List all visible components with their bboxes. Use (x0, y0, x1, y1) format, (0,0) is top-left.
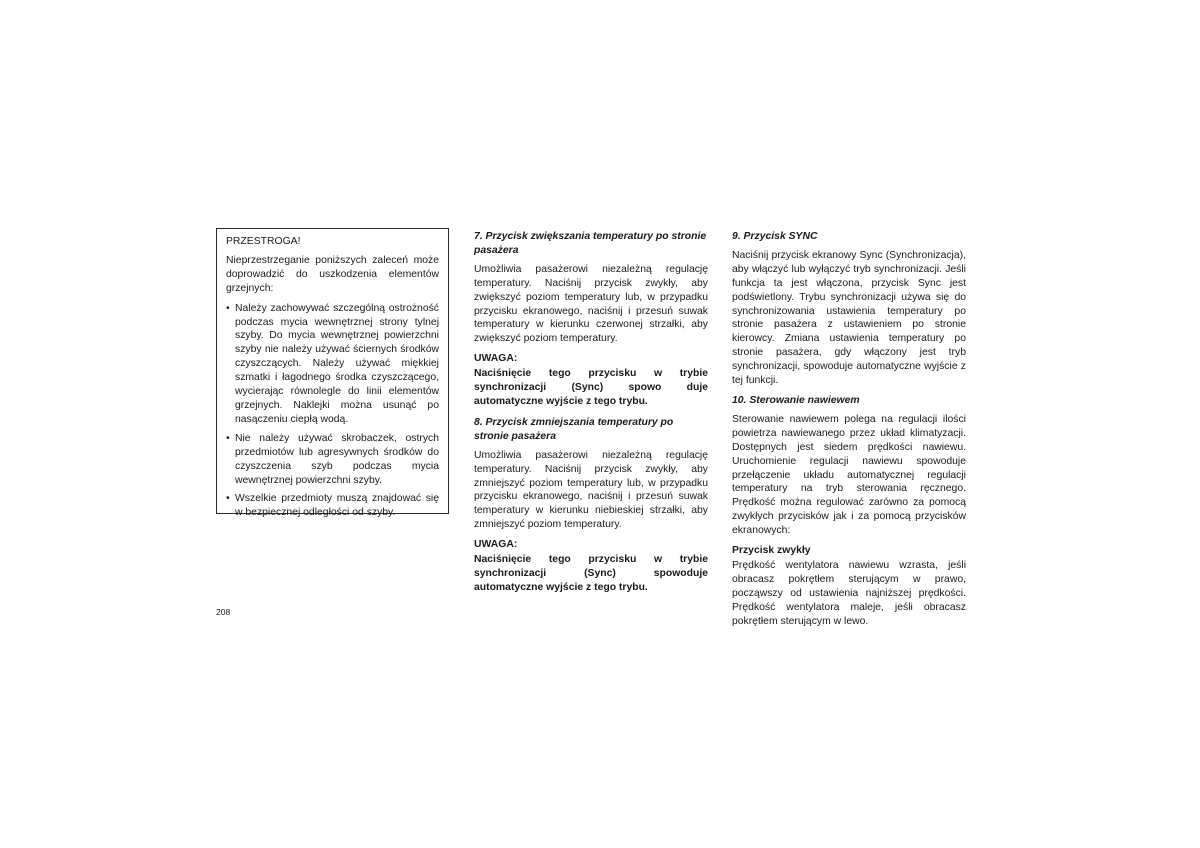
section-10-subheading: Przycisk zwykły (732, 545, 811, 557)
section-9-body: Naciśnij przycisk ekranowy Sync (Synchronizacja), aby włączyć lub wyłączyć tryb synchronizacji. Jeśli funkcja ta jest włączona, przycisk Sync jest podświetlony. Trybu synchronizacji używa się do synchronizowania ustawienia temperatury po stronie pasażera z ustawieniem po stronie kierowcy. Zmiana ustawienia temperatury po stronie pasażera, gdy włączony jest tryb synchronizacji, spowoduje automatyczne wyjście z tej funkcji. (732, 249, 966, 387)
caution-box (216, 228, 449, 519)
section-8-note-label: UWAGA: (474, 539, 518, 551)
section-10-subbody: Prędkość wentylatora nawiewu wzrasta, jeśli obracasz pokrętłem sterującym w prawo, począwszy od ustawienia najniższej prędkości. Prędkość wentylatora maleje, jeśli obracasz pokrętłem sterującym w lewo. (732, 559, 966, 627)
middle-column (474, 230, 708, 602)
section-7-note-label: UWAGA: (474, 353, 518, 365)
page-number: 208 (216, 607, 231, 617)
bullet-icon: • (226, 302, 230, 314)
section-9-heading: 9. Przycisk SYNC (732, 231, 818, 242)
section-7-body: Umożliwia pasażerowi niezależną regulację temperatury. Naciśnij przycisk zwykły, aby zwiększyć poziom temperatury lub, w przypadku przycisku ekranowego, naciśnij i przesuń suwak temperatury w kierunku czerwonej strzałki, aby zwiększyć poziom temperatury. (474, 263, 708, 345)
caution-item-text: Należy zachowywać szczególną ostrożność podczas mycia wewnętrznej strony tylnej szyby. Do mycia wewnętrznej powierzchni szyby nie należy używać ściernych środków czyszczących. Należy używać miękkiej szmatki i łagodnego środka czyszczącego, wycierając równolegle do linii elementów grzejnych. Naklejki można usunąć po nasączeniu ciepłą wodą. (235, 302, 439, 425)
caution-item-text: Nie należy używać skrobaczek, ostrych przedmiotów lub agresywnych środków do czyszczenia szyb podczas mycia wewnętrznej powierzchni szyby. (235, 432, 439, 486)
section-10-heading: 10. Sterowanie nawiewem (732, 394, 860, 406)
caution-item-text: Wszelkie przedmioty muszą znajdować się w bezpiecznej odległości od szyby. (235, 493, 439, 519)
caution-intro: Nieprzestrzeganie poniższych zaleceń może doprowadzić do uszkodzenia elementów grzejnych: (226, 254, 439, 294)
bullet-icon: • (226, 493, 230, 505)
right-column (732, 230, 966, 634)
section-7-heading: 7. Przycisk zwiększania temperatury po stronie pasażera (474, 231, 707, 256)
section-8-note-text: Naciśnięcie tego przycisku w trybie synchronizacji (Sync) spowoduje automatyczne wyjście z tego trybu. (474, 554, 708, 593)
caution-item (226, 432, 439, 488)
section-8-heading: 8. Przycisk zmniejszania temperatury po stronie pasażera (474, 416, 674, 442)
caution-item (226, 492, 439, 520)
section-8-body: Umożliwia pasażerowi niezależną regulację temperatury. Naciśnij przycisk zwykły, aby zmniejszyć poziom temperatury lub, w przypadku przycisku ekranowego, naciśnij i przesuń suwak temperatury w kierunku niebieskiej strzałki, aby zmniejszyć poziom temperatury. (474, 449, 708, 531)
caution-item (226, 302, 439, 427)
section-7-note-text: Naciśnięcie tego przycisku w trybie synchronizacji (Sync) spowo duje automatyczne wyjście z tego trybu. (474, 368, 708, 407)
bullet-icon: • (226, 432, 230, 444)
caution-list (226, 302, 439, 521)
section-10-body: Sterowanie nawiewem polega na regulacji ilości powietrza nawiewanego przez układ klimatyzacji. Dostępnych jest siedem prędkości nawiewu. Uruchomienie regulacji nawiewu spowoduje przełączenie układu automatycznej regulacji temperatury na tryb sterowania ręcznego. Prędkość można regulować zarówno za pomocą zwykłych przycisków jak i za pomocą przycisków ekranowych: (732, 413, 966, 537)
caution-title: PRZESTROGA! (226, 236, 301, 247)
